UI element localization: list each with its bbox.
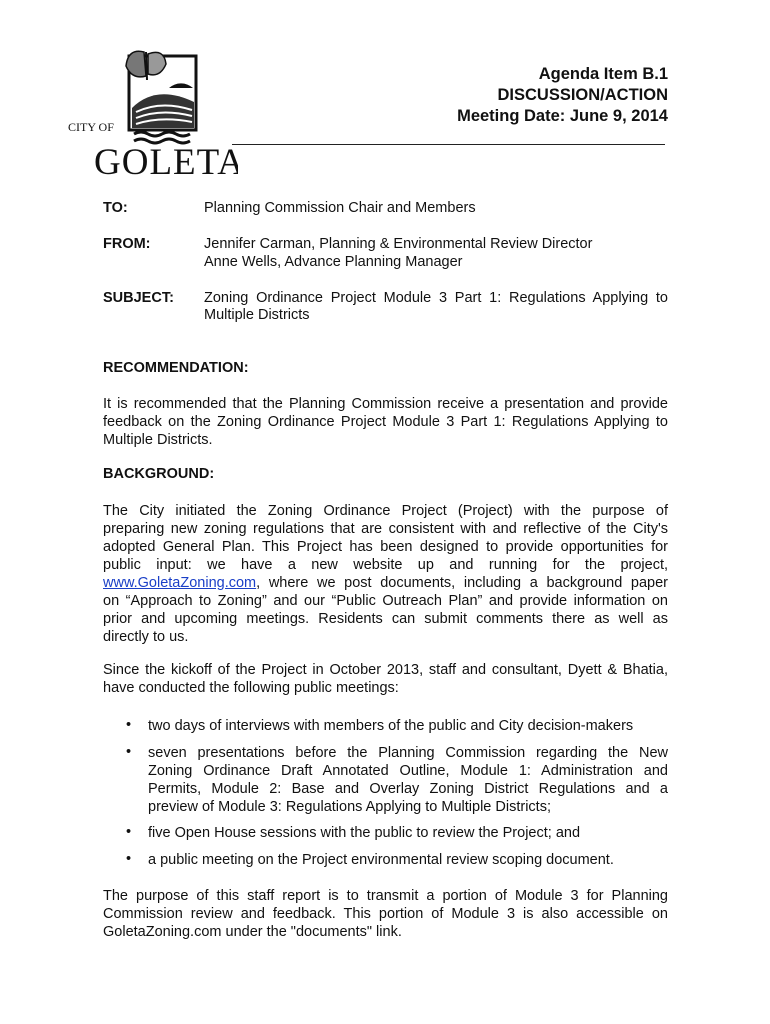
paragraph-line: have conducted the following public meetings: — [103, 680, 399, 696]
bullet-icon: • — [126, 717, 132, 733]
paragraph-line: directly to us. — [103, 629, 189, 645]
memo-subject-line-1: Zoning Ordinance Project Module 3 Part 1: Regulations Applying to — [204, 290, 668, 306]
logo-city-name: GOLETA — [94, 142, 238, 180]
city-of-goleta-logo — [66, 48, 238, 180]
bullet-line: Zoning Ordinance Draft Annotated Outline, Module 1: Administration and — [148, 763, 668, 779]
paragraph-line: GoletaZoning.com under the "documents" link. — [103, 924, 402, 940]
paragraph-line: public input: we have a new website up and running for the project, — [103, 557, 668, 573]
background-paragraph-1 — [103, 502, 668, 646]
bullet-icon: • — [126, 851, 132, 867]
memo-to-label: TO: — [103, 200, 128, 216]
agenda-item-type: DISCUSSION/ACTION — [497, 86, 668, 104]
paragraph-line: The City initiated the Zoning Ordinance Project (Project) with the purpose of — [103, 503, 668, 519]
logo-emblem-icon — [66, 48, 238, 180]
paragraph-line: Commission review and feedback. This portion of Module 3 is also accessible on — [103, 906, 668, 922]
memo-from-line-1: Jennifer Carman, Planning & Environmental Review Director — [204, 236, 593, 252]
paragraph-line-text: , where we post documents, including a background paper — [256, 575, 668, 591]
background-paragraph-2 — [103, 661, 668, 697]
paragraph-line — [103, 574, 668, 592]
bullet-line: seven presentations before the Planning Commission regarding the New — [148, 745, 668, 761]
recommendation-line: feedback on the Zoning Ordinance Project Module 3 Part 1: Regulations Applying to — [103, 414, 668, 430]
paragraph-line: Since the kickoff of the Project in October 2013, staff and consultant, Dyett & Bhatia, — [103, 662, 668, 678]
recommendation-paragraph — [103, 395, 668, 449]
memo-from-label: FROM: — [103, 236, 151, 252]
bullet-item — [148, 744, 668, 816]
paragraph-line: The purpose of this staff report is to transmit a portion of Module 3 for Planning — [103, 888, 668, 904]
paragraph-line: on “Approach to Zoning” and our “Public Outreach Plan” and provide information on — [103, 593, 668, 609]
agenda-header — [457, 64, 668, 127]
background-heading: BACKGROUND: — [103, 466, 215, 482]
agenda-item-number: Agenda Item B.1 — [538, 65, 668, 83]
bullet-line: preview of Module 3: Regulations Applying to Multiple Districts; — [148, 799, 551, 815]
paragraph-line: prior and upcoming meetings. Residents can submit comments there as well as — [103, 611, 668, 627]
logo-city-of: CITY OF — [68, 120, 114, 134]
meeting-date: Meeting Date: June 9, 2014 — [457, 107, 668, 125]
memo-subject-line-2: Multiple Districts — [204, 307, 310, 323]
paragraph-line: preparing new zoning regulations that are consistent with and reflective of the City's — [103, 521, 668, 537]
header-divider — [232, 144, 665, 145]
memo-from-line-2: Anne Wells, Advance Planning Manager — [204, 254, 463, 270]
recommendation-line: Multiple Districts. — [103, 432, 213, 448]
bullet-item: five Open House sessions with the public to review the Project; and — [148, 825, 581, 841]
bullet-icon: • — [126, 824, 132, 840]
bullet-line: Permits, Module 2: Base and Overlay Zoning District Regulations and a — [148, 781, 668, 797]
goleta-zoning-link[interactable]: www.GoletaZoning.com — [103, 575, 257, 591]
recommendation-heading: RECOMMENDATION: — [103, 360, 249, 376]
bullet-item: a public meeting on the Project environmental review scoping document. — [148, 852, 614, 868]
paragraph-line: adopted General Plan. This Project has been designed to provide opportunities for — [103, 539, 668, 555]
memo-subject-label: SUBJECT: — [103, 290, 174, 306]
bullet-item: two days of interviews with members of the public and City decision-makers — [148, 718, 634, 734]
bullet-icon: • — [126, 744, 132, 760]
recommendation-line: It is recommended that the Planning Commission receive a presentation and provide — [103, 396, 668, 412]
background-paragraph-3 — [103, 887, 668, 941]
memo-to-value: Planning Commission Chair and Members — [204, 200, 476, 216]
